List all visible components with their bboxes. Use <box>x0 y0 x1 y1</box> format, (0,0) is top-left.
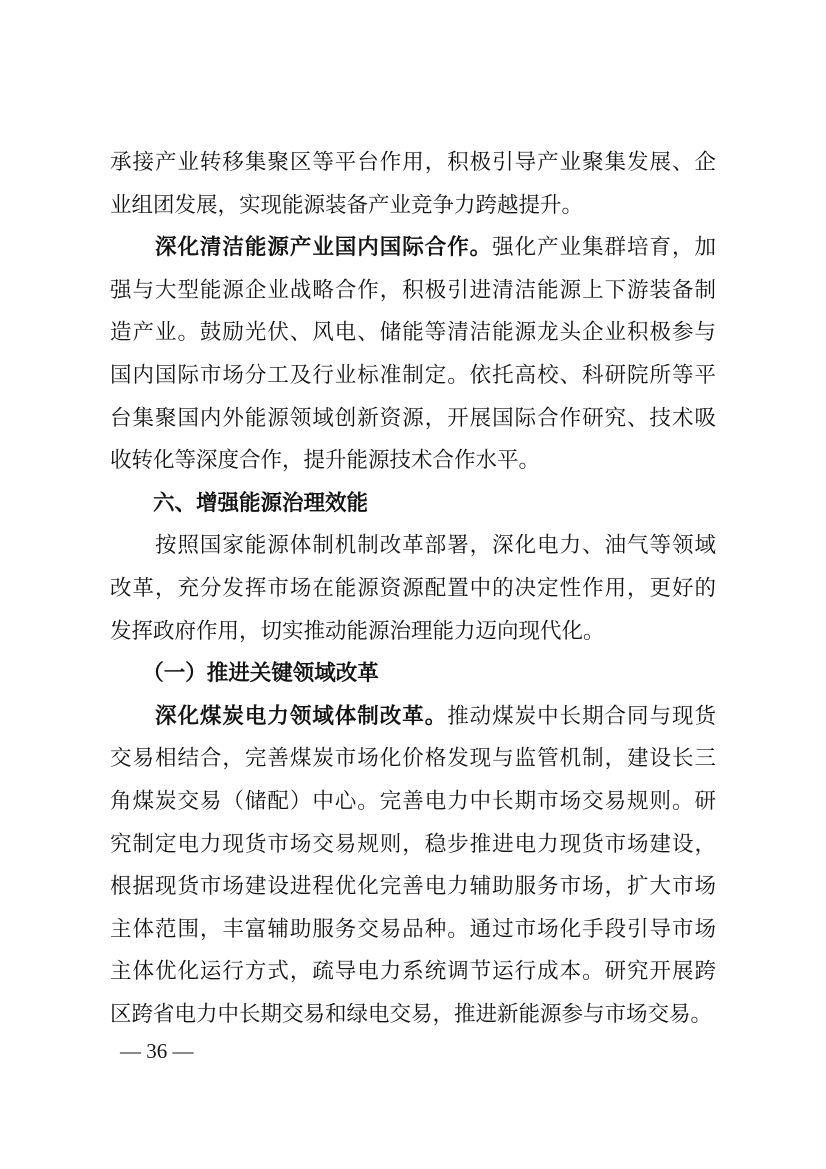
text-segment: （一）推进关键领域改革 <box>110 661 379 686</box>
text-line <box>110 226 716 269</box>
section-heading <box>110 482 716 525</box>
text-line <box>110 695 716 738</box>
bold-text-segment: 深化煤炭电力领域体制改革。 <box>154 703 448 728</box>
text-segment: 发挥政府作用，切实推动能源治理能力迈向现代化。 <box>110 618 605 643</box>
text-line <box>110 524 716 567</box>
text-segment: 究制定电力现货市场交易规则，稳步推进电力现货市场建设， <box>110 831 716 856</box>
text-segment: 根据现货市场建设进程优化完善电力辅助服务市场，扩大市场 <box>110 874 716 899</box>
text-line <box>110 950 716 993</box>
sub-heading <box>110 652 716 695</box>
text-line <box>110 737 716 780</box>
text-segment: 按照国家能源体制机制改革部署，深化电力、油气等领域 <box>110 533 716 558</box>
document-body <box>110 141 716 1035</box>
text-line <box>110 311 716 354</box>
text-segment: 造产业。鼓励光伏、风电、储能等清洁能源龙头企业积极参与 <box>110 320 716 345</box>
text-segment: 收转化等深度合作，提升能源技术合作水平。 <box>110 448 541 473</box>
text-line <box>110 397 716 440</box>
text-segment: 承接产业转移集聚区等平台作用，积极引导产业聚集发展、企 <box>110 150 716 174</box>
text-segment: 区跨省电力中长期交易和绿电交易，推进新能源参与市场交易。 <box>110 1001 713 1026</box>
page-number: — 36 — <box>120 1039 194 1063</box>
text-segment <box>110 704 155 728</box>
bold-text-segment: 深化清洁能源产业国内国际合作。 <box>154 235 493 260</box>
text-line <box>110 439 716 482</box>
text-segment: 六、增强能源治理效能 <box>110 490 369 515</box>
text-segment: 角煤炭交易（储配）中心。完善电力中长期市场交易规则。研 <box>110 788 716 813</box>
text-line <box>110 141 716 184</box>
text-line <box>110 865 716 908</box>
text-line <box>110 269 716 312</box>
text-segment: 业组团发展，实现能源装备产业竞争力跨越提升。 <box>110 192 584 217</box>
text-segment: 国内国际市场分工及行业标准制定。依托高校、科研院所等平 <box>110 362 716 387</box>
text-line <box>110 610 716 653</box>
text-segment: 主体范围，丰富辅助服务交易品种。通过市场化手段引导市场 <box>110 916 716 941</box>
text-line <box>110 780 716 823</box>
text-segment: 强与大型能源企业战略合作，积极引进清洁能源上下游装备制 <box>110 277 716 302</box>
text-segment: 主体优化运行方式，疏导电力系统调节运行成本。研究开展跨 <box>110 959 716 984</box>
text-segment: 强化产业集群培育，加 <box>492 235 716 260</box>
text-line <box>110 908 716 951</box>
text-line <box>110 823 716 866</box>
text-segment: 改革，充分发挥市场在能源资源配置中的决定性作用，更好的 <box>110 575 716 600</box>
text-segment: 交易相结合，完善煤炭市场化价格发现与监管机制，建设长三 <box>110 746 716 771</box>
text-line <box>110 993 716 1036</box>
text-segment <box>110 235 155 259</box>
text-line <box>110 567 716 610</box>
text-line <box>110 184 716 227</box>
page-footer <box>120 1036 194 1066</box>
text-line <box>110 354 716 397</box>
text-segment: 推动煤炭中长期合同与现货 <box>447 703 716 728</box>
text-segment: 台集聚国内外能源领域创新资源，开展国际合作研究、技术吸 <box>110 405 716 430</box>
